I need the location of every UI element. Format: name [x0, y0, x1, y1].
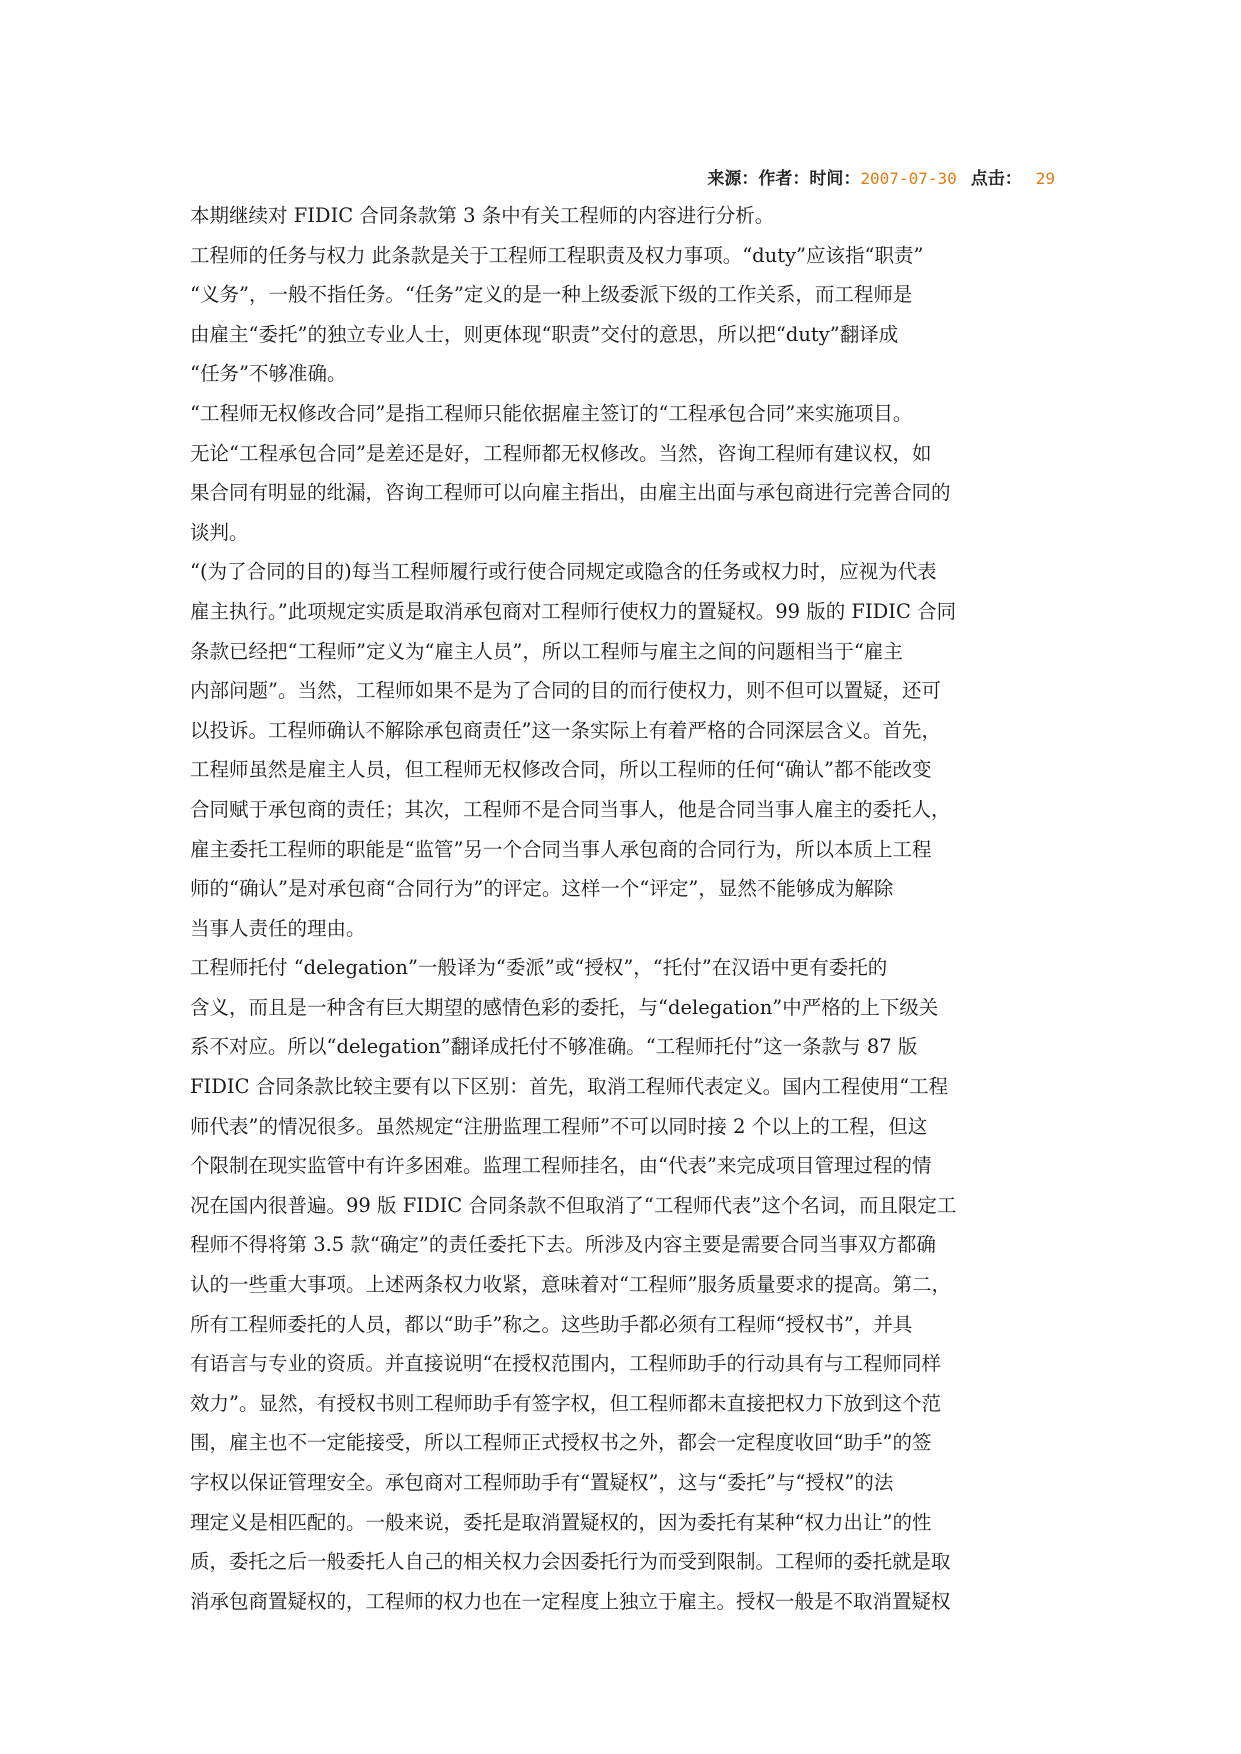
text-line: 本期继续对 FIDIC 合同条款第 3 条中有关工程师的内容进行分析。 [190, 204, 775, 227]
text-line: 字权以保证管理安全。承包商对工程师助手有“置疑权”，这与“委托”与“授权”的法 [190, 1471, 894, 1494]
text-line: “(为了合同的目的)每当工程师履行或行使合同规定或隐含的任务或权力时，应视为代表 [190, 560, 937, 584]
text-line: 雇主委托工程师的职能是“监管”另一个合同当事人承包商的合同行为，所以本质上工程 [190, 837, 932, 861]
text-line: 由雇主“委托”的独立专业人士，则更体现“职责”交付的意思，所以把“duty”翻译成 [190, 322, 899, 346]
text-line: 师的“确认”是对承包商“合同行为”的评定。这样一个“评定”，显然不能够成为解除 [190, 877, 894, 901]
text-line: FIDIC 合同条款比较主要有以下区别：首先，取消工程师代表定义。国内工程使用“工程 [190, 1075, 949, 1099]
text-line: 理定义是相匹配的。一般来说，委托是取消置疑权的，因为委托有某种“权力出让”的性 [190, 1510, 932, 1534]
text-line: 雇主执行。”此项规定实质是取消承包商对工程师行使权力的置疑权。99 版的 FIDIC 合同 [190, 599, 957, 623]
text-line: 果合同有明显的纰漏，咨询工程师可以向雇主指出，由雇主出面与承包商进行完善合同的 [190, 481, 951, 505]
article-meta [707, 166, 1055, 192]
text-line: 工程师托付 “delegation”一般译为“委派”或“授权”，“托付”在汉语中更有委托的 [190, 956, 888, 980]
text-line: “任务”不够准确。 [190, 362, 347, 386]
text-line: 以投诉。工程师确认不解除承包商责任”这一条实际上有着严格的合同深层含义。首先， [190, 718, 941, 742]
author-label: 作者： [758, 169, 810, 189]
text-line: 程师不得将第 3.5 款“确定”的责任委托下去。所涉及内容主要是需要合同当事双方都确 [190, 1233, 936, 1257]
text-line: 认的一些重大事项。上述两条权力收紧，意味着对“工程师”服务质量要求的提高。第二， [190, 1273, 951, 1297]
text-line: 含义，而且是一种含有巨大期望的感情色彩的委托，与“delegation”中严格的上下级关 [190, 995, 939, 1019]
time-label: 时间： [809, 169, 861, 189]
text-line: 师代表”的情况很多。虽然规定“注册监理工程师”不可以同时接 2 个以上的工程，但这 [190, 1114, 928, 1138]
text-line: 系不对应。所以“delegation”翻译成托付不够准确。“工程师托付”这一条款与 87 版 [190, 1035, 918, 1059]
text-line: 工程师的任务与权力 此条款是关于工程师工程职责及权力事项。“duty”应该指“职责” [190, 243, 924, 267]
text-line: “工程师无权修改合同”是指工程师只能依据雇主签订的“工程承包合同”来实施项目。 [190, 401, 913, 425]
text-line: 当事人责任的理由。 [190, 916, 366, 940]
text-line: 所有工程师委托的人员，都以“助手”称之。这些助手都必须有工程师“授权书”，并具 [190, 1312, 913, 1336]
text-line: 内部问题”。当然，工程师如果不是为了合同的目的而行使权力，则不但可以置疑，还可 [190, 679, 941, 703]
time-value: 2007-07-30 [860, 169, 957, 188]
clicks-label: 点击： [970, 169, 1022, 189]
clicks-value: 29 [1035, 169, 1055, 188]
article-body [190, 196, 1066, 1621]
text-line: 消承包商置疑权的，工程师的权力也在一定程度上独立于雇主。授权一般是不取消置疑权 [190, 1589, 951, 1613]
text-line: 效力”。显然，有授权书则工程师助手有签字权，但工程师都未直接把权力下放到这个范 [190, 1391, 941, 1415]
text-line: 合同赋于承包商的责任；其次，工程师不是合同当事人，他是合同当事人雇主的委托人， [190, 797, 951, 821]
text-line: 工程师虽然是雇主人员，但工程师无权修改合同，所以工程师的任何“确认”都不能改变 [190, 758, 932, 782]
text-line: “义务”，一般不指任务。“任务”定义的是一种上级委派下级的工作关系，而工程师是 [190, 283, 913, 307]
text-line: 个限制在现实监管中有许多困难。监理工程师挂名，由“代表”来完成项目管理过程的情 [190, 1154, 932, 1178]
text-line: 谈判。 [190, 520, 249, 544]
source-label: 来源： [707, 169, 759, 189]
text-line: 围，雇主也不一定能接受，所以工程师正式授权书之外，都会一定程度收回“助手”的签 [190, 1431, 932, 1455]
text-line: 况在国内很普遍。99 版 FIDIC 合同条款不但取消了“工程师代表”这个名词，而且限定工 [190, 1193, 957, 1217]
text-line: 条款已经把“工程师”定义为“雇主人员”，所以工程师与雇主之间的问题相当于“雇主 [190, 639, 903, 663]
text-line: 质，委托之后一般委托人自己的相关权力会因委托行为而受到限制。工程师的委托就是取 [190, 1550, 951, 1574]
text-line: 有语言与专业的资质。并直接说明“在授权范围内，工程师助手的行动具有与工程师同样 [190, 1352, 941, 1376]
text-line: 无论“工程承包合同”是差还是好，工程师都无权修改。当然，咨询工程师有建议权，如 [190, 441, 932, 465]
